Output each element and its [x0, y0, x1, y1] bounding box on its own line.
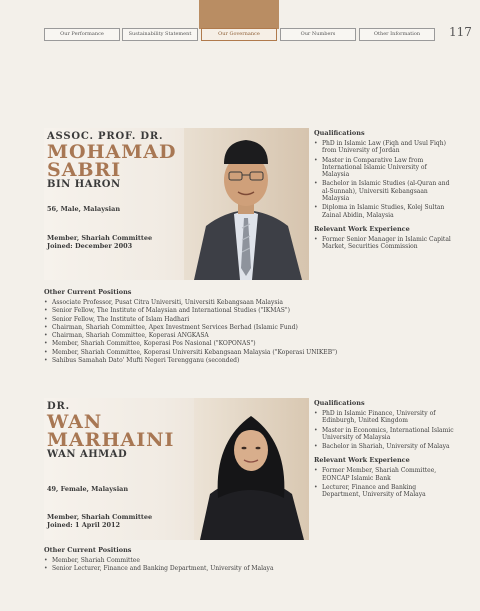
- person1-name-line2: SABRI: [47, 159, 122, 181]
- list-item: • Member, Shariah Committee: [44, 557, 344, 564]
- person2-name-line2: MARHAINI: [47, 429, 175, 451]
- person2-details: [314, 399, 454, 501]
- list-item: • Member, Shariah Committee, Koperasi Pos Nasional ("KOPONAS"): [44, 340, 344, 347]
- list-item: • Associate Professor, Pusat Citra Universiti, Universiti Kebangsaan Malaysia: [44, 299, 344, 306]
- list-item: • Lecturer, Finance and Banking Department, University of Malaya: [314, 484, 454, 499]
- list-item: • Former Senior Manager in Islamic Capital Market, Securities Commission: [314, 236, 454, 251]
- person1-position: Member, Shariah Committee: [47, 234, 153, 242]
- portrait-photo-2: [194, 398, 309, 540]
- person1-joined: Joined: December 2003: [47, 242, 133, 250]
- person1-name-line3: BIN HARON: [47, 179, 121, 190]
- person1-qualifications-heading: Qualifications: [314, 129, 365, 137]
- person2-name-line1: WAN: [47, 411, 103, 433]
- list-item: • Former Member, Shariah Committee, EONCAP Islamic Bank: [314, 467, 454, 482]
- person2-age-gender-nationality: 49, Female, Malaysian: [47, 485, 129, 493]
- list-item: • Master in Comparative Law from International Islamic University of Malaysia: [314, 157, 454, 179]
- list-item: • Chairman, Shariah Committee, Apex Investment Services Berhad (Islamic Fund): [44, 324, 344, 331]
- tab-our-performance[interactable]: Our Performance: [44, 28, 120, 41]
- person2-other-positions: [44, 546, 344, 574]
- person1-title: ASSOC. PROF. DR.: [47, 131, 164, 142]
- person1-experience-list: [314, 236, 454, 251]
- list-item: • PhD in Islamic Finance, University of Edinburgh, United Kingdom: [314, 410, 454, 425]
- list-item: • Master in Economics, International Islamic University of Malaysia: [314, 427, 454, 442]
- page-number: 117: [449, 25, 472, 39]
- person2-qualifications-list: [314, 410, 454, 450]
- portrait-photo-1: [184, 128, 309, 280]
- person1-age-gender-nationality: 56, Male, Malaysian: [47, 205, 121, 213]
- person2-other-heading: Other Current Positions: [44, 546, 132, 554]
- person2-name-line3: WAN AHMAD: [47, 449, 128, 460]
- person1-qualifications-list: [314, 140, 454, 219]
- person1-experience-heading: Relevant Work Experience: [314, 224, 410, 233]
- list-item: • Bachelor in Shariah, University of Malaya: [314, 443, 454, 450]
- list-item: • Senior Lecturer, Finance and Banking Department, University of Malaya: [44, 565, 344, 572]
- person2-title: DR.: [47, 401, 70, 412]
- tab-other-information[interactable]: Other Information: [359, 28, 435, 41]
- person2-joined: Joined: 1 April 2012: [47, 521, 121, 529]
- tab-our-governance[interactable]: Our Governance: [201, 28, 277, 41]
- person2-experience-list: [314, 467, 454, 498]
- list-item: • Sahibus Samahah Dato' Mufti Negeri Terengganu (seconded): [44, 357, 344, 364]
- tab-sustainability-statement[interactable]: Sustainability Statement: [122, 28, 198, 41]
- list-item: • Member, Shariah Committee, Koperasi Universiti Kebangsaan Malaysia ("Koperasi UNIKEB"): [44, 349, 344, 356]
- person1-name-line1: MOHAMAD: [47, 141, 177, 163]
- person1-details: [314, 129, 454, 253]
- list-item: • PhD in Islamic Law (Fiqh and Usul Fiqh) from University of Jordan: [314, 140, 454, 155]
- list-item: • Diploma in Islamic Studies, Kolej Sultan Zainal Abidin, Malaysia: [314, 204, 454, 219]
- top-navigation: [0, 0, 480, 45]
- person2-qualifications-heading: Qualifications: [314, 399, 365, 407]
- list-item: • Chairman, Shariah Committee, Koperasi ANGKASA: [44, 332, 344, 339]
- person2-position: Member, Shariah Committee: [47, 513, 153, 521]
- person2-experience-heading: Relevant Work Experience: [314, 456, 410, 465]
- active-tab-highlight: [199, 0, 279, 29]
- person1-other-list: [44, 299, 344, 364]
- person1-other-heading: Other Current Positions: [44, 288, 132, 296]
- person1-other-positions: [44, 288, 344, 365]
- list-item: • Senior Fellow, The Institute of Islam Hadhari: [44, 316, 344, 323]
- tab-our-numbers[interactable]: Our Numbers: [280, 28, 356, 41]
- person2-other-list: [44, 557, 344, 573]
- list-item: • Senior Fellow, The Institute of Malaysian and International Studies ("IKMAS"): [44, 307, 344, 314]
- list-item: • Bachelor in Islamic Studies (al-Quran and al-Sunnah), Universiti Kebangsaan Malaysia: [314, 180, 454, 202]
